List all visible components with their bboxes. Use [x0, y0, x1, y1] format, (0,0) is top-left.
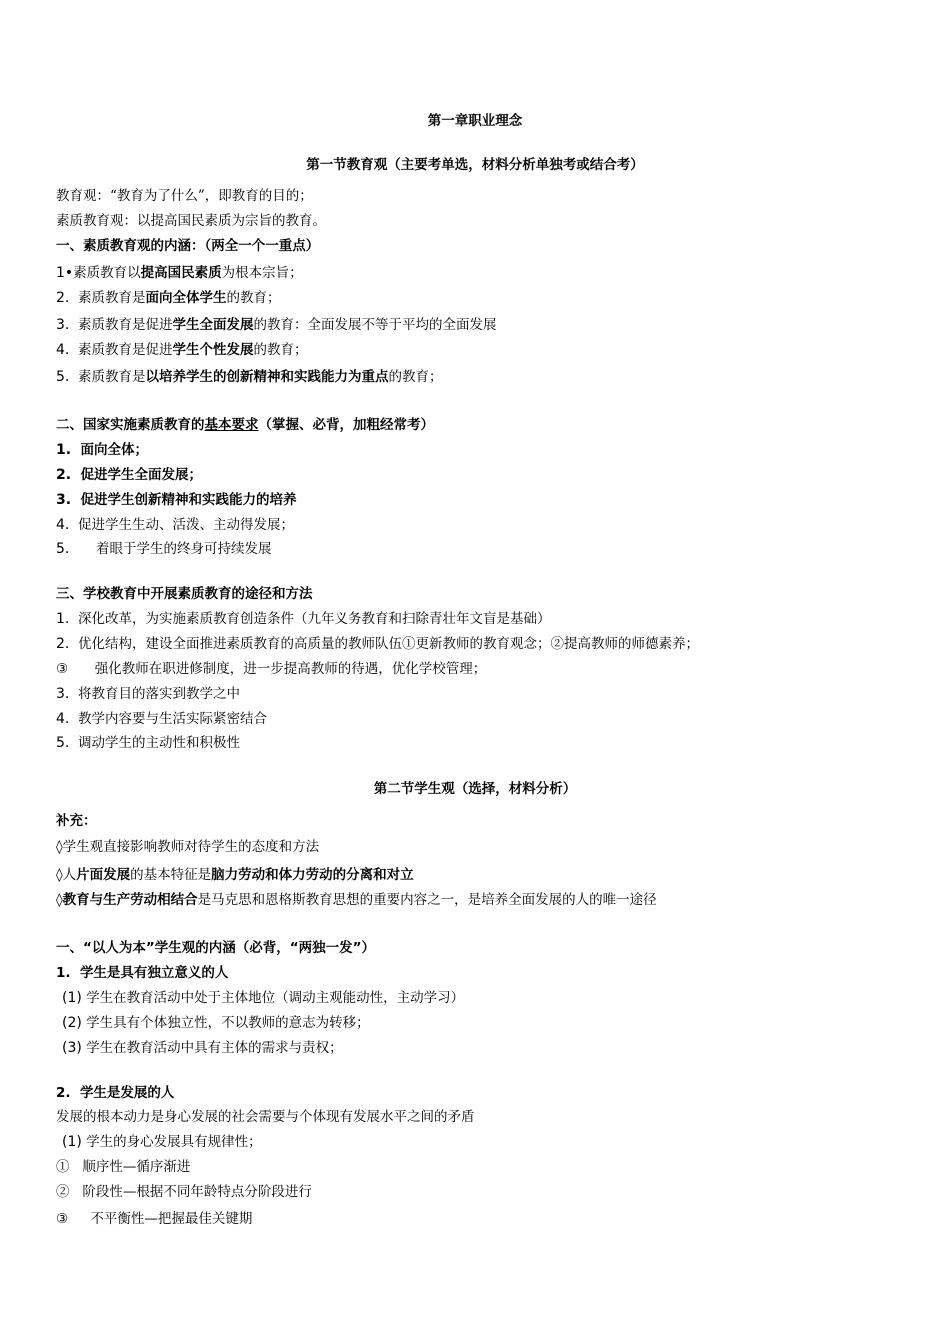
list-item: 3. 将教育目的落实到教学之中	[56, 686, 240, 702]
list-item: 2. 学生是发展的人	[56, 1085, 175, 1101]
list-item: 2. 优化结构，建设全面推进素质教育的高质量的教师队伍①更新教师的教育观念；②提高教师的师德素养；	[56, 636, 699, 652]
paragraph: ◊教育与生产劳动相结合是马克思和恩格斯教育思想的重要内容之一，是培养全面发展的人的唯一途径	[56, 892, 657, 908]
heading: 二、国家实施素质教育的基本要求（掌握、必背，加粗经常考）	[56, 417, 434, 433]
list-item: 4. 促进学生生动、活泼、主动得发展；	[56, 517, 294, 533]
list-item: 1. 学生是具有独立意义的人	[56, 965, 229, 981]
paragraph: ◊学生观直接影响教师对待学生的态度和方法	[56, 839, 320, 855]
supplement-label: 补充：	[56, 813, 97, 829]
paragraph: 教育观：“教育为了什么”，即教育的目的；	[56, 188, 313, 204]
list-item: 3. 素质教育是促进学生全面发展的教育：全面发展不等于平均的全面发展	[56, 317, 497, 333]
list-item: ③ 强化教师在职进修制度，进一步提高教师的待遇，优化学校管理；	[56, 661, 487, 677]
list-item: (2) 学生具有个体独立性，不以教师的意志为转移；	[62, 1015, 370, 1031]
list-item: 4. 素质教育是促进学生个性发展的教育；	[56, 342, 308, 358]
list-item: ② 阶段性—根据不同年龄特点分阶段进行	[56, 1184, 312, 1200]
list-item: 5. 调动学生的主动性和积极性	[56, 735, 240, 751]
list-item: 5. 素质教育是以培养学生的创新精神和实践能力为重点的教育；	[56, 369, 443, 385]
list-item: ① 顺序性—循序渐进	[56, 1159, 191, 1175]
list-item: 4. 教学内容要与生活实际紧密结合	[56, 711, 267, 727]
list-item: 2. 素质教育是面向全体学生的教育；	[56, 290, 281, 306]
paragraph: 素质教育观：以提高国民素质为宗旨的教育。	[56, 213, 326, 229]
list-item: 1. 面向全体；	[56, 442, 148, 458]
list-item: 5. 着眼于学生的终身可持续发展	[56, 541, 272, 557]
heading: 三、学校教育中开展素质教育的途径和方法	[56, 586, 313, 602]
paragraph: ◊人片面发展的基本特征是脑力劳动和体力劳动的分离和对立	[56, 867, 414, 883]
list-item: (1) 学生的身心发展具有规律性；	[62, 1134, 262, 1150]
chapter-title: 第一章职业理念	[427, 113, 523, 129]
list-item: 2. 促进学生全面发展；	[56, 467, 202, 483]
heading: 一、素质教育观的内涵：（两全一个一重点）	[56, 238, 320, 254]
section-1-title: 第一节教育观（主要考单选，材料分析单独考或结合考）	[306, 157, 644, 173]
list-item: 1•素质教育以提高国民素质为根本宗旨；	[56, 265, 303, 281]
list-item: 1. 深化改革，为实施素质教育创造条件（九年义务教育和扫除青壮年文盲是基础）	[56, 611, 551, 627]
list-item: (1) 学生在教育活动中处于主体地位（调动主观能动性，主动学习）	[62, 990, 465, 1006]
list-item: (3) 学生在教育活动中具有主体的需求与责权；	[62, 1040, 343, 1056]
paragraph: 发展的根本动力是身心发展的社会需要与个体现有发展水平之间的矛盾	[56, 1109, 475, 1125]
list-item: 3. 促进学生创新精神和实践能力的培养	[56, 492, 297, 508]
list-item: ③ 不平衡性—把握最佳关键期	[56, 1211, 253, 1227]
section-2-title: 第二节学生观（选择，材料分析）	[373, 781, 577, 797]
heading: 一、“以人为本”学生观的内涵（必背，“两独一发”）	[56, 940, 375, 956]
